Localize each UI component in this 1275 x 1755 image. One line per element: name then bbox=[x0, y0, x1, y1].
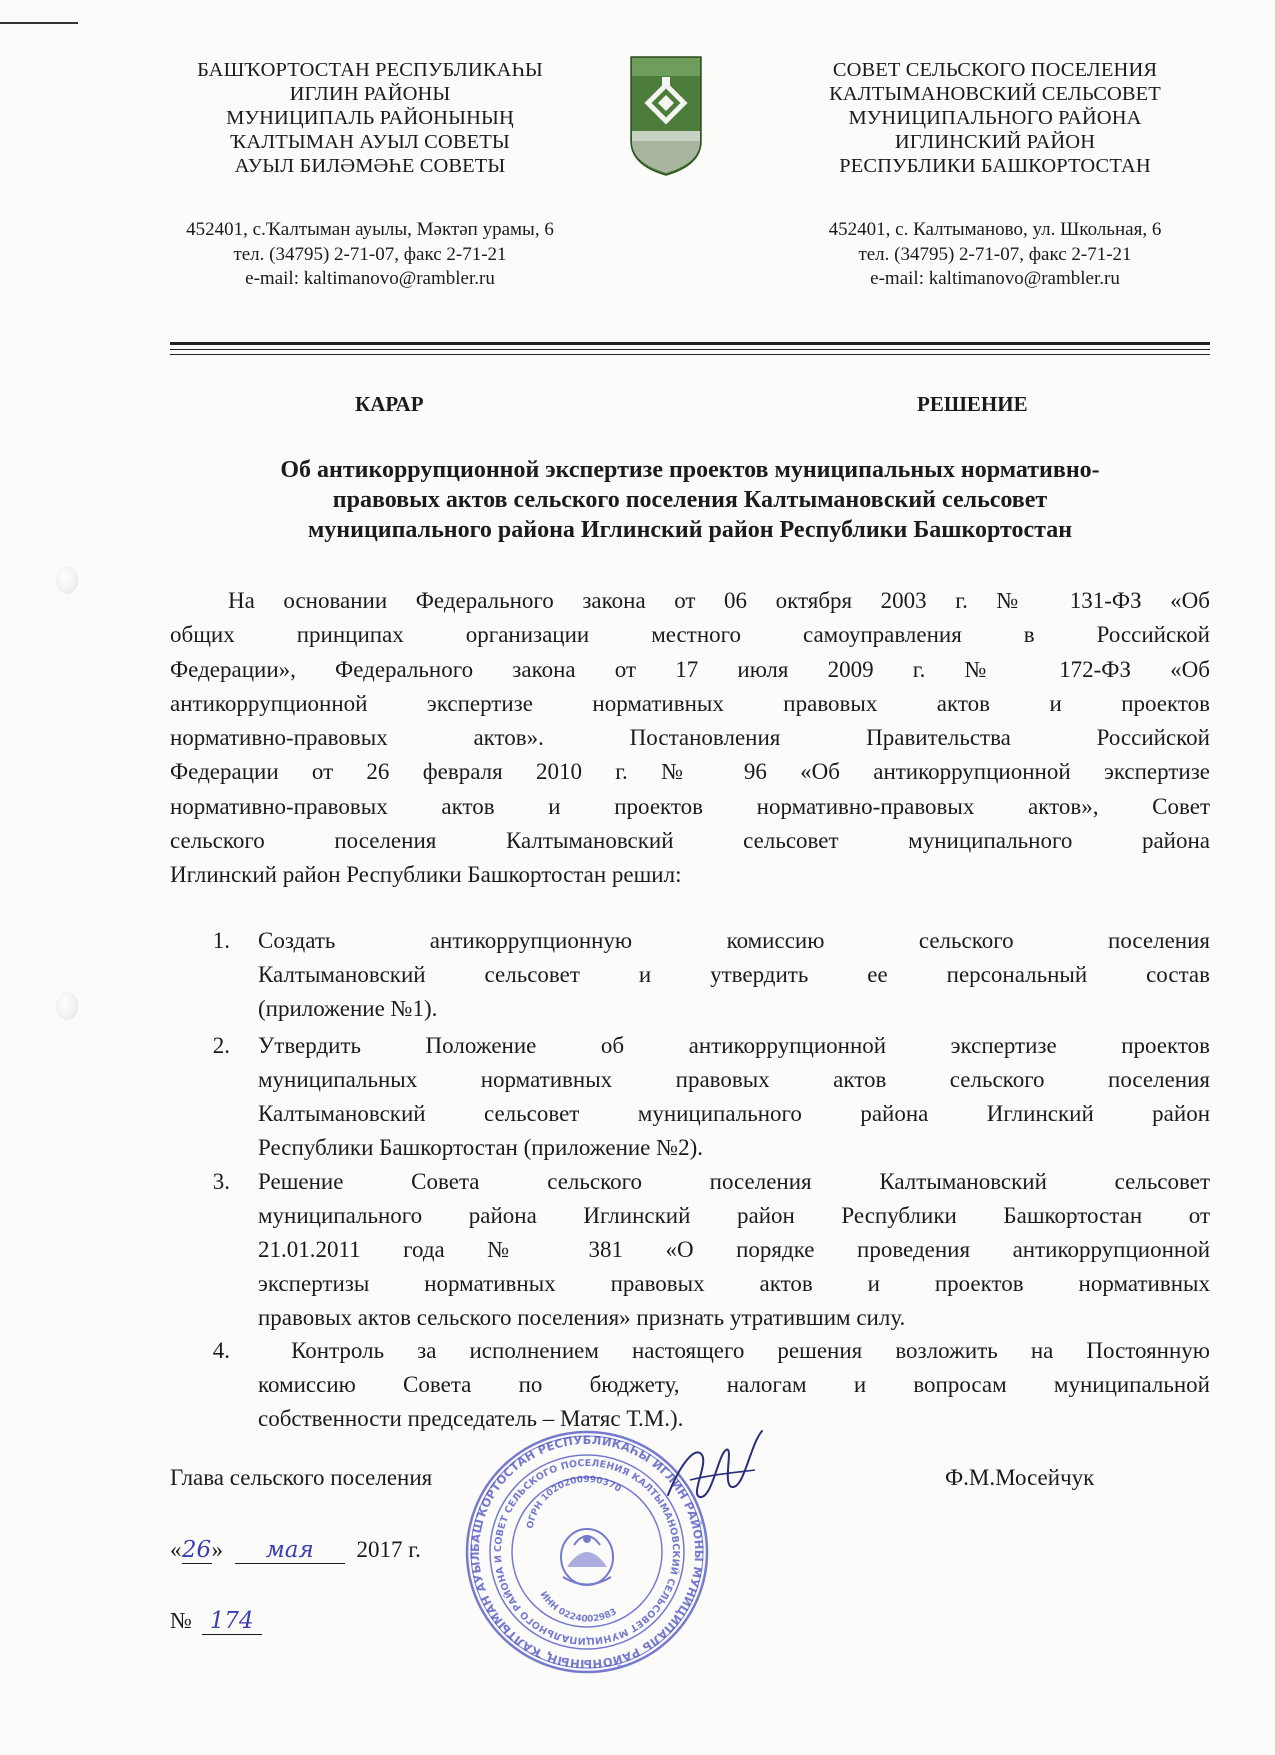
address-line: 452401, с. Калтыманово, ул. Школьная, 6 bbox=[828, 219, 1162, 240]
header-right-line: РЕСПУБЛИКИ БАШКОРТОСТАН bbox=[839, 155, 1151, 177]
decision-number bbox=[170, 1608, 262, 1635]
scan-edge-mark bbox=[0, 22, 78, 24]
number-value: 174 bbox=[202, 1608, 262, 1635]
decision-date bbox=[170, 1537, 421, 1564]
title-line: Об антикоррупционной экспертизе проектов муниципальных нормативно- bbox=[280, 457, 1100, 483]
preamble-line: Федерации от 26 февраля 2010 г. № 96 «Об антикоррупционной экспертизе bbox=[170, 759, 1210, 785]
signature-icon bbox=[660, 1425, 770, 1515]
header-left-line: ҠАЛТЫМАН АУЫЛ СОВЕТЫ bbox=[230, 131, 510, 153]
header-left-address bbox=[125, 218, 615, 292]
stamp-inner-text: СОВЕТ СЕЛЬСКОГО ПОСЕЛЕНИЯ КАЛТЫМАНОВСКИЙ СЕЛЬСОВЕТ МУНИЦИПАЛЬНОГО РАЙОНА И bbox=[492, 1457, 682, 1647]
list-item-line: Решение Совета сельского поселения Калтымановский сельсовет bbox=[258, 1169, 1210, 1194]
header-right-line: СОВЕТ СЕЛЬСКОГО ПОСЕЛЕНИЯ bbox=[832, 59, 1158, 81]
list-item-line: (приложение №1). bbox=[258, 995, 438, 1021]
preamble-line: антикоррупционной экспертизе нормативных правовых актов и проектов bbox=[170, 690, 1210, 716]
list-item-line: Республики Башкортостан (приложение №2). bbox=[258, 1134, 703, 1160]
header-left bbox=[125, 58, 615, 178]
header-right-line: ИГЛИНСКИЙ РАЙОН bbox=[894, 131, 1096, 153]
header-left-line: БАШҠОРТОСТАН РЕСПУБЛИКАҺЫ bbox=[197, 59, 543, 81]
handwritten-signature bbox=[660, 1425, 770, 1515]
list-item-line: муниципальных нормативных правовых актов сельского поселения bbox=[258, 1066, 1210, 1092]
municipal-emblem bbox=[629, 55, 703, 177]
header-left-line: МУНИЦИПАЛЬ РАЙОНЫНЫҢ bbox=[226, 107, 514, 129]
header-right bbox=[755, 58, 1235, 178]
stamp-emblem-icon bbox=[561, 1529, 613, 1585]
list-item-line: 21.01.2011 года № 381 «О порядке проведения антикоррупционной bbox=[258, 1236, 1210, 1262]
address-line: e-mail: kaltimanovo@rambler.ru bbox=[870, 268, 1120, 289]
list-item-number: 2. bbox=[212, 1033, 230, 1058]
emblem-icon bbox=[629, 55, 703, 177]
preamble-line: нормативно-правовых актов и проектов нормативно-правовых актов», Совет bbox=[170, 793, 1210, 819]
date-month: мая bbox=[235, 1537, 345, 1564]
header-rule-thin bbox=[170, 349, 1210, 350]
list-item-line: комиссию Совета по бюджету, налогам и вопросам муниципальной bbox=[258, 1371, 1210, 1397]
address-line: 452401, с.Ҡалтыман ауылы, Мәктәп урамы, 6 bbox=[186, 219, 554, 240]
date-day: 26 bbox=[181, 1537, 212, 1563]
preamble-line: сельского поселения Калтымановский сельсовет муниципального района bbox=[170, 828, 1210, 854]
header-rule-thick bbox=[170, 342, 1210, 345]
preamble-line: Федерации», Федерального закона от 17 июля 2009 г. № 172-ФЗ «Об bbox=[170, 656, 1210, 682]
header-rule-thin bbox=[170, 354, 1210, 355]
header-left-line: АУЫЛ БИЛӘМӘҺЕ СОВЕТЫ bbox=[234, 155, 506, 177]
stamp-inn: ИНН 0224002983 bbox=[537, 1589, 619, 1625]
list-item-number: 3. bbox=[212, 1169, 230, 1194]
address-line: тел. (34795) 2-71-07, факс 2-71-21 bbox=[233, 243, 507, 265]
list-item-line: Калтымановский сельсовет и утвердить ее персональный состав bbox=[258, 961, 1210, 987]
list-item-line: Калтымановский сельсовет муниципального района Иглинский район bbox=[258, 1100, 1210, 1126]
header-right-address bbox=[755, 218, 1235, 292]
preamble-line: Иглинский район Республики Башкортостан решил: bbox=[170, 862, 682, 888]
signatory-name: Ф.М.Мосейчук bbox=[945, 1465, 1095, 1490]
address-line: e-mail: kaltimanovo@rambler.ru bbox=[245, 268, 495, 289]
signatory-position: Глава сельского поселения bbox=[170, 1465, 433, 1490]
number-label: № bbox=[170, 1608, 192, 1633]
list-item-line: муниципального района Иглинский район Республики Башкортостан от bbox=[258, 1202, 1210, 1228]
list-item-line: экспертизы нормативных правовых актов и проектов нормативных bbox=[258, 1270, 1210, 1296]
stamp-ogrn: ОГРН 1020200990370 bbox=[525, 1474, 623, 1530]
list-item-line: собственности председатель – Матяс Т.М.). bbox=[258, 1405, 684, 1431]
list-item-line: Создать антикоррупционную комиссию сельского поселения bbox=[258, 928, 1210, 953]
header-right-line: МУНИЦИПАЛЬНОГО РАЙОНА bbox=[848, 107, 1142, 129]
stamp-outer-text: БАШҠОРТОСТАН РЕСПУБЛИКАҺЫ ИГЛИН РАЙОНЫ МУНИЦИПАЛЬ РАЙОНЫНЫҢ ҠАЛТЫМАН АУЫЛ bbox=[467, 1432, 707, 1672]
address-line: тел. (34795) 2-71-07, факс 2-71-21 bbox=[858, 243, 1132, 265]
header-left-line: ИГЛИН РАЙОНЫ bbox=[289, 83, 451, 105]
doc-type-bashkir: КАРАР bbox=[355, 392, 424, 416]
title-line: правовых актов сельского поселения Калтымановский сельсовет bbox=[332, 487, 1048, 513]
punch-hole bbox=[56, 566, 78, 594]
date-open-quote: « bbox=[170, 1537, 182, 1562]
preamble-line: общих принципах организации местного самоуправления в Российской bbox=[170, 622, 1210, 648]
date-close-quote: » bbox=[211, 1537, 223, 1562]
list-item-line: Контроль за исполнением настоящего решения возложить на Постоянную bbox=[258, 1338, 1210, 1363]
punch-hole bbox=[56, 992, 78, 1020]
list-item-line: правовых актов сельского поселения» признать утратившим силу. bbox=[258, 1304, 906, 1330]
list-item-line: Утвердить Положение об антикоррупционной экспертизе проектов bbox=[258, 1033, 1210, 1058]
document-title bbox=[170, 455, 1210, 545]
preamble-line: нормативно-правовых актов». Постановления Правительства Российской bbox=[170, 725, 1210, 751]
list-item-number: 1. bbox=[212, 928, 230, 953]
preamble-line: На основании Федерального закона от 06 октября 2003 г. № 131-ФЗ «Об bbox=[228, 588, 1210, 613]
preamble bbox=[170, 584, 1210, 893]
date-year: 2017 г. bbox=[356, 1537, 421, 1562]
title-line: муниципального района Иглинский район Республики Башкортостан bbox=[307, 517, 1073, 543]
header-right-line: КАЛТЫМАНОВСКИЙ СЕЛЬСОВЕТ bbox=[829, 83, 1161, 105]
doc-type-russian: РЕШЕНИЕ bbox=[917, 392, 1028, 416]
list-item-number: 4. bbox=[212, 1338, 230, 1363]
